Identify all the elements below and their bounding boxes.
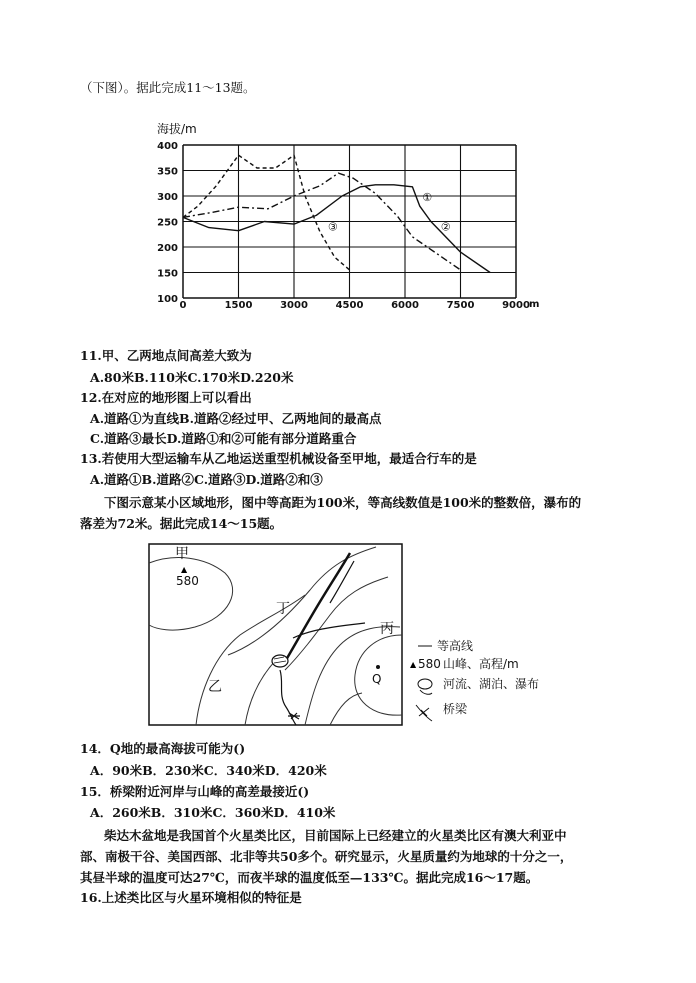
map-label-jia: 甲 [175,546,189,562]
paragraph-3c: 其昼半球的温度可达27℃，而夜半球的温度低至—133℃。据此完成16～17题。 [80,870,539,885]
x-tick-label: 7500 [446,300,475,311]
chart-ylabel: 海拔/m [157,122,197,136]
question-14-options: A．90米B．230米C．340米D．420米 [90,763,327,778]
legend-peak-icon: ▲ [410,660,417,669]
question-13: 13.若使用大型运输车从乙地运送重型机械设备至甲地，最适合行车的是 [80,451,477,466]
map-label-q: Q [372,672,382,686]
question-12-options-b: C.道路③最长D.道路①和②可能有部分道路重合 [90,431,357,446]
intro-line: （下图）。据此完成11～13题。 [80,80,256,95]
series-label-3: ③ [327,220,338,234]
question-11: 11.甲、乙两地点间高差大致为 [80,348,252,363]
x-tick-label: 0 [179,300,187,311]
topographic-map [0,535,696,735]
legend-water-river [420,690,432,694]
legend-water-label: 河流、湖泊、瀑布 [443,677,540,691]
y-tick-label: 100 [157,294,178,305]
paragraph-3b: 部、南极干谷、美国西部、北非等共50多个。研究显示，火星质量约为地球的十分之一， [80,849,573,864]
y-tick-label: 400 [157,141,178,152]
question-13-options: A.道路①B.道路②C.道路③D.道路②和③ [90,472,323,487]
y-tick-label: 200 [157,243,178,254]
contour-line-center [305,627,400,725]
peak-marker-icon: ▲ [181,565,188,574]
paragraph-2b: 落差为72米。据此完成14～15题。 [80,516,283,531]
legend-water-icon [418,679,432,689]
bridge-icon [288,713,300,719]
question-14: 14．Q地的最高海拔可能为() [80,741,246,756]
series-label-2: ② [440,220,451,234]
y-tick-label: 350 [157,166,178,178]
map-label-bing: 丙 [380,621,394,637]
chart-y-ticks [157,141,178,305]
chart-x-ticks [180,300,530,311]
question-15-options: A．260米B．310米C．360米D．410米 [90,805,336,820]
legend-peak-elevation: 580 [418,657,441,671]
x-tick-label: 4500 [335,300,364,311]
y-tick-label: 250 [157,217,178,229]
map-peak-elevation: 580 [176,574,199,588]
map-label-ding: 丁 [276,601,290,617]
question-16: 16.上述类比区与火星环境相似的特征是 [80,890,302,905]
chart-series [183,155,490,272]
paragraph-3a: 柴达木盆地是我国首个火星类比区，目前国际上已经建立的火星类比区有澳大利亚中 [104,828,567,843]
question-12-options-a: A.道路①为直线B.道路②经过甲、乙两地间的最高点 [90,411,382,426]
question-15: 15．桥梁附近河岸与山峰的高差最接近() [80,784,310,799]
x-tick-label: 9000 [502,300,530,311]
x-tick-label: 1500 [224,300,253,311]
x-tick-label: 3000 [280,300,308,311]
map-label-yi: 乙 [208,679,222,695]
legend-bridge-icon [416,705,432,721]
contour-line-jia [149,558,233,631]
map-point-q [376,665,380,669]
chart-grid [183,145,516,298]
question-11-options: A.80米B.110米C.170米D.220米 [90,370,294,385]
y-tick-label: 300 [157,192,178,203]
contour-line-mid [245,660,276,725]
legend-bridge-label: 桥梁 [443,702,468,716]
x-tick-label: 6000 [391,300,419,311]
elevation-profile-chart [0,0,696,320]
paragraph-2a: 下图示意某小区域地形，图中等高距为100米，等高线数值是100米的整数倍，瀑布的 [104,495,582,510]
y-tick-label: 150 [157,268,178,280]
series-label-1: ① [422,191,433,205]
contour-line-ridge-outer [228,547,376,655]
legend-contour-label: 等高线 [437,639,474,653]
contour-line-bottom [330,693,362,725]
legend-peak-label: 山峰、高程/m [443,657,519,671]
chart-x-unit: m [529,299,540,310]
question-12: 12.在对应的地形图上可以看出 [80,390,252,405]
